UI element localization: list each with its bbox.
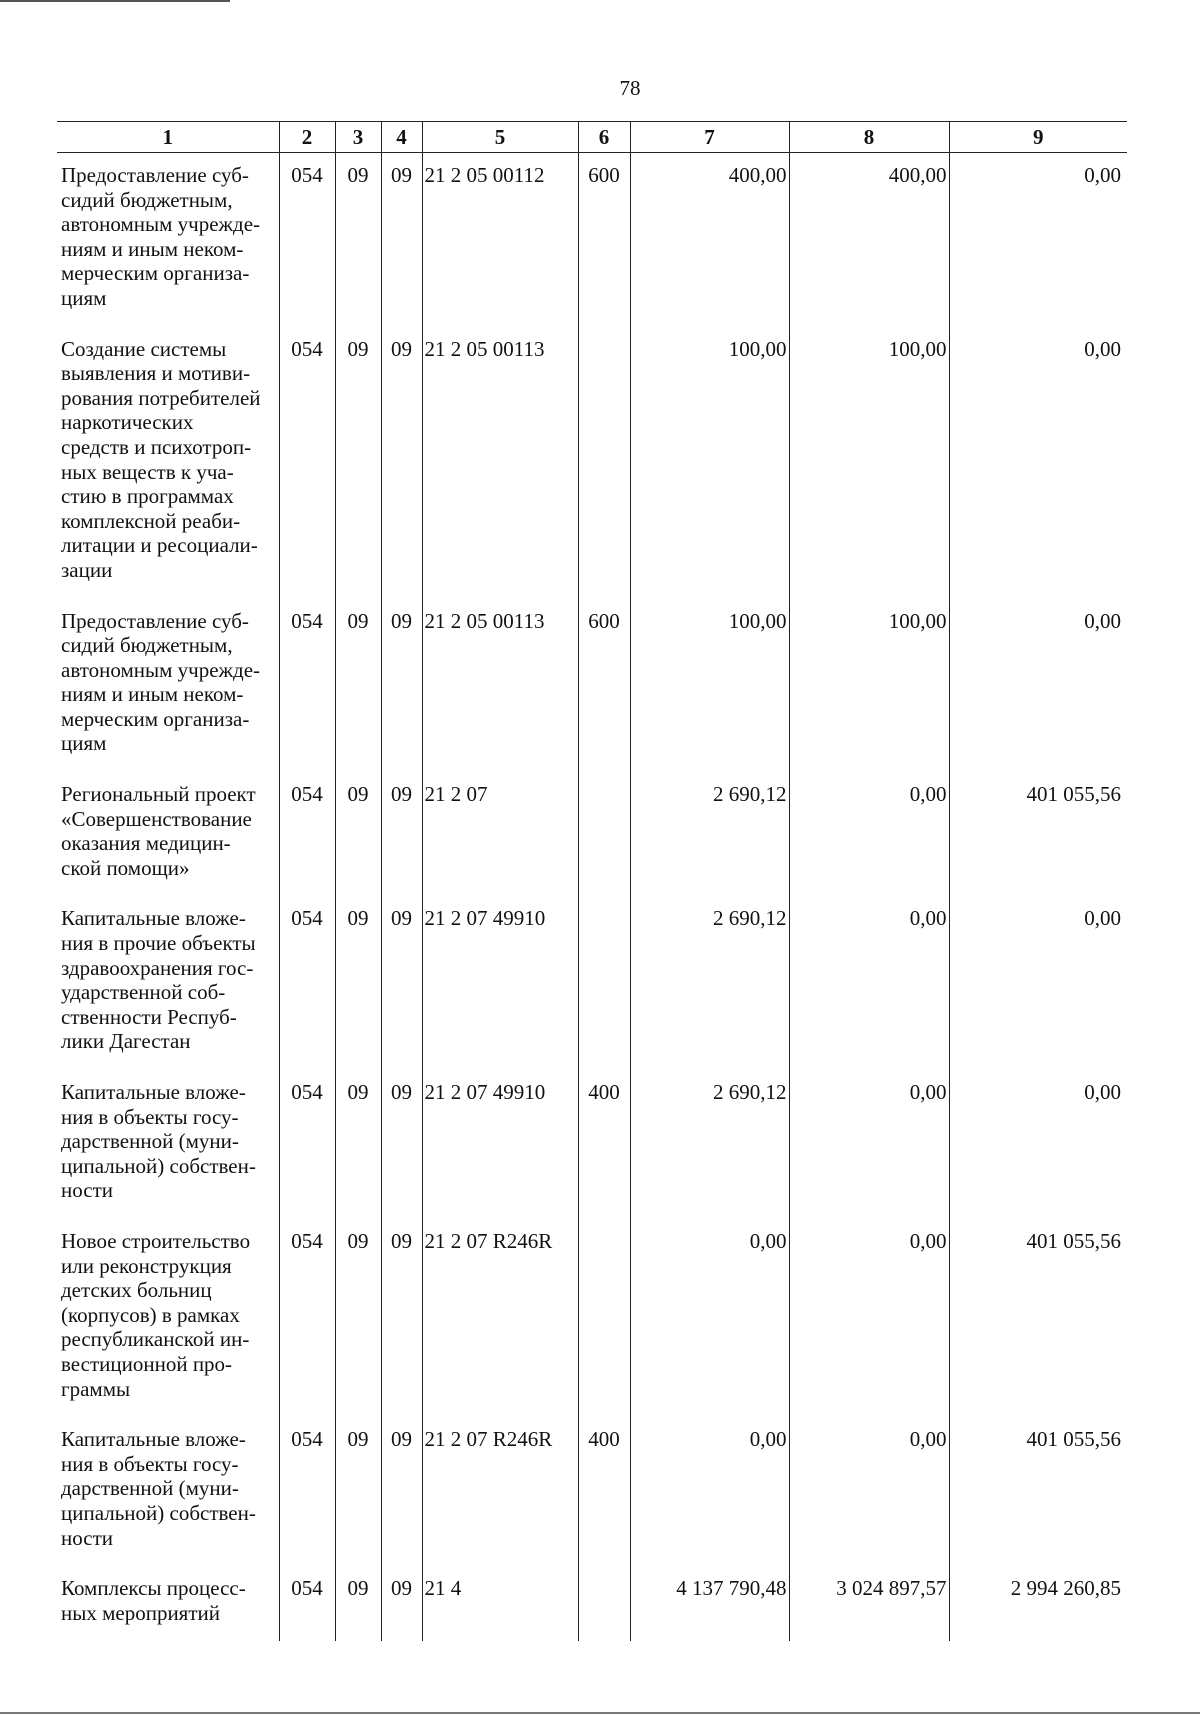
amount-col-7: 100,00	[630, 327, 789, 599]
amount-col-7: 2 690,12	[630, 1070, 789, 1219]
item-name: Капитальные вложе- ния в прочие объекты здравоохранения гос- ударственной соб- ственности Респуб- лики Дагестан	[57, 896, 279, 1070]
ministry-code: 054	[279, 1219, 335, 1417]
expense-type	[578, 1566, 630, 1641]
subsection-code: 09	[381, 1219, 422, 1417]
scan-edge-bottom	[0, 1712, 1200, 1714]
expense-type	[578, 327, 630, 599]
table-row	[57, 599, 1127, 773]
expense-type: 400	[578, 1070, 630, 1219]
ministry-code: 054	[279, 153, 335, 327]
amount-col-8: 0,00	[789, 1219, 949, 1417]
section-code: 09	[335, 1070, 381, 1219]
section-code: 09	[335, 1566, 381, 1641]
table-body	[57, 153, 1127, 1642]
header-col-9: 9	[949, 122, 1127, 153]
header-col-4: 4	[381, 122, 422, 153]
table-row	[57, 772, 1127, 896]
item-name: Капитальные вложе- ния в объекты госу- дарственной (муни- ципальной) собствен- ности	[57, 1417, 279, 1566]
target-article: 21 2 07 R246R	[422, 1417, 578, 1566]
ministry-code: 054	[279, 1417, 335, 1566]
ministry-code: 054	[279, 896, 335, 1070]
amount-col-9: 401 055,56	[1026, 782, 1121, 807]
expense-type: 600	[578, 599, 630, 773]
amount-col-8: 0,00	[789, 772, 949, 896]
section-code: 09	[335, 1417, 381, 1566]
header-col-6: 6	[578, 122, 630, 153]
amount-col-9: 0,00	[1084, 608, 1121, 633]
subsection-code: 09	[381, 599, 422, 773]
expense-type: 600	[578, 153, 630, 327]
header-col-7: 7	[630, 122, 789, 153]
header-col-8: 8	[789, 122, 949, 153]
amount-col-8: 0,00	[789, 1417, 949, 1566]
expense-type	[578, 772, 630, 896]
amount-col-8: 400,00	[789, 153, 949, 327]
table-row	[57, 153, 1127, 327]
amount-col-7: 400,00	[630, 153, 789, 327]
amount-col-9: 401 055,56	[1026, 1228, 1121, 1253]
amount-col-9: 0,00	[1084, 163, 1121, 187]
item-name: Новое строительство или реконструкция детских больниц (корпусов) в рамках республиканской ин- вестиционной про- граммы	[57, 1219, 279, 1417]
subsection-code: 09	[381, 1566, 422, 1641]
section-code: 09	[335, 1219, 381, 1417]
subsection-code: 09	[381, 153, 422, 327]
target-article: 21 2 07 49910	[422, 896, 578, 1070]
amount-col-7: 0,00	[630, 1219, 789, 1417]
ministry-code: 054	[279, 1566, 335, 1641]
amount-col-9: 0,00	[1084, 1080, 1121, 1104]
target-article: 21 4	[422, 1566, 578, 1641]
target-article: 21 2 05 00113	[422, 599, 578, 773]
amount-col-8: 100,00	[789, 327, 949, 599]
item-name: Предоставление суб- сидий бюджетным, автономным учрежде- ниям и иным неком- мерческим организа- циям	[57, 153, 279, 327]
item-name: Региональный проект «Совершенствование оказания медицин- ской помощи»	[57, 772, 279, 896]
amount-col-7: 100,00	[630, 599, 789, 773]
item-name: Капитальные вложе- ния в объекты госу- дарственной (муни- ципальной) собствен- ности	[57, 1070, 279, 1219]
amount-col-8: 0,00	[789, 1070, 949, 1219]
ministry-code: 054	[279, 327, 335, 599]
subsection-code: 09	[381, 1070, 422, 1219]
amount-col-7: 2 690,12	[630, 896, 789, 1070]
table-row	[57, 896, 1127, 1070]
amount-col-9: 0,00	[1084, 336, 1121, 361]
item-name: Предоставление суб- сидий бюджетным, автономным учрежде- ниям и иным неком- мерческим организа- циям	[57, 599, 279, 773]
section-code: 09	[335, 599, 381, 773]
header-col-1: 1	[57, 122, 279, 153]
item-name: Комплексы процесс- ных мероприятий	[57, 1566, 279, 1641]
target-article: 21 2 07 49910	[422, 1070, 578, 1219]
amount-col-7: 4 137 790,48	[630, 1566, 789, 1641]
amount-col-9: 0,00	[1084, 906, 1121, 931]
expense-type: 400	[578, 1417, 630, 1566]
amount-col-8: 100,00	[789, 599, 949, 773]
page-number: 78	[619, 76, 641, 100]
amount-col-8: 3 024 897,57	[789, 1566, 949, 1641]
section-code: 09	[335, 896, 381, 1070]
subsection-code: 09	[381, 1417, 422, 1566]
section-code: 09	[335, 153, 381, 327]
table-header-row	[57, 122, 1127, 153]
expense-type	[578, 896, 630, 1070]
budget-table	[57, 121, 1127, 1641]
section-code: 09	[335, 327, 381, 599]
amount-col-9: 401 055,56	[1026, 1427, 1121, 1452]
scan-edge-top	[0, 0, 230, 2]
table-row	[57, 1219, 1127, 1417]
amount-col-7: 0,00	[630, 1417, 789, 1566]
amount-col-7: 2 690,12	[630, 772, 789, 896]
target-article: 21 2 05 00113	[422, 327, 578, 599]
header-col-5: 5	[422, 122, 578, 153]
table-row	[57, 1417, 1127, 1566]
subsection-code: 09	[381, 327, 422, 599]
header-col-2: 2	[279, 122, 335, 153]
ministry-code: 054	[279, 599, 335, 773]
subsection-code: 09	[381, 772, 422, 896]
table-row	[57, 1566, 1127, 1641]
amount-col-9: 2 994 260,85	[1010, 1576, 1121, 1601]
target-article: 21 2 07 R246R	[422, 1219, 578, 1417]
expense-type	[578, 1219, 630, 1417]
target-article: 21 2 05 00112	[422, 153, 578, 327]
target-article: 21 2 07	[422, 772, 578, 896]
section-code: 09	[335, 772, 381, 896]
ministry-code: 054	[279, 1070, 335, 1219]
ministry-code: 054	[279, 772, 335, 896]
item-name: Создание системы выявления и мотиви- рования потребителей наркотических средств и психотроп- ных веществ к уча- стию в программах комплексной реаби- литации и ресоциали- зации	[57, 327, 279, 599]
amount-col-8: 0,00	[789, 896, 949, 1070]
subsection-code: 09	[381, 896, 422, 1070]
table-row	[57, 1070, 1127, 1219]
table-row	[57, 327, 1127, 599]
header-col-3: 3	[335, 122, 381, 153]
